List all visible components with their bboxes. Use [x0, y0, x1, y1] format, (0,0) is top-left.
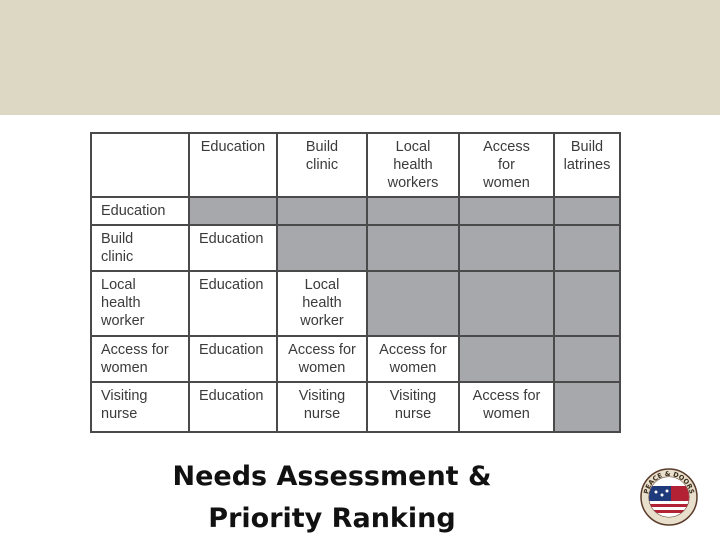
matrix-cell: Education — [189, 271, 277, 336]
matrix-header-row — [91, 133, 620, 197]
matrix-cell — [367, 271, 459, 336]
column-header: Build clinic — [277, 133, 367, 197]
corner-cell — [91, 133, 189, 197]
matrix-cell: Access for women — [367, 336, 459, 382]
matrix-cell — [277, 197, 367, 225]
matrix-cell — [554, 225, 620, 271]
matrix-cell — [277, 225, 367, 271]
row-header: Visiting nurse — [91, 382, 189, 432]
matrix-cell — [189, 197, 277, 225]
matrix-cell: Education — [189, 225, 277, 271]
matrix-cell: Education — [189, 336, 277, 382]
column-header: Access for women — [459, 133, 554, 197]
matrix-row — [91, 382, 620, 432]
matrix-cell: Access for women — [277, 336, 367, 382]
matrix-cell — [554, 197, 620, 225]
matrix-cell — [459, 336, 554, 382]
svg-text:PEACE & DOORS: PEACE & DOORS — [642, 469, 696, 495]
matrix-row — [91, 271, 620, 336]
matrix-cell — [367, 225, 459, 271]
matrix-cell: Local health worker — [277, 271, 367, 336]
matrix-cell — [554, 382, 620, 432]
matrix-cell: Visiting nurse — [367, 382, 459, 432]
row-header: Access for women — [91, 336, 189, 382]
matrix-cell — [554, 336, 620, 382]
column-header: Education — [189, 133, 277, 197]
top-band — [0, 0, 720, 115]
matrix-cell — [554, 271, 620, 336]
peace-doors-logo-icon — [640, 468, 698, 526]
column-header: Local health workers — [367, 133, 459, 197]
matrix-row — [91, 225, 620, 271]
matrix-cell: Access for women — [459, 382, 554, 432]
row-header: Local health worker — [91, 271, 189, 336]
priority-matrix-table — [90, 132, 621, 433]
matrix-cell — [459, 271, 554, 336]
row-header: Build clinic — [91, 225, 189, 271]
matrix-cell — [459, 197, 554, 225]
matrix-cell — [367, 197, 459, 225]
matrix-cell: Visiting nurse — [277, 382, 367, 432]
slide-title: Needs Assessment & Priority Ranking — [172, 461, 492, 534]
matrix-row — [91, 197, 620, 225]
row-header: Education — [91, 197, 189, 225]
matrix-cell: Education — [189, 382, 277, 432]
matrix-cell — [459, 225, 554, 271]
column-header: Build latrines — [554, 133, 620, 197]
matrix-row — [91, 336, 620, 382]
